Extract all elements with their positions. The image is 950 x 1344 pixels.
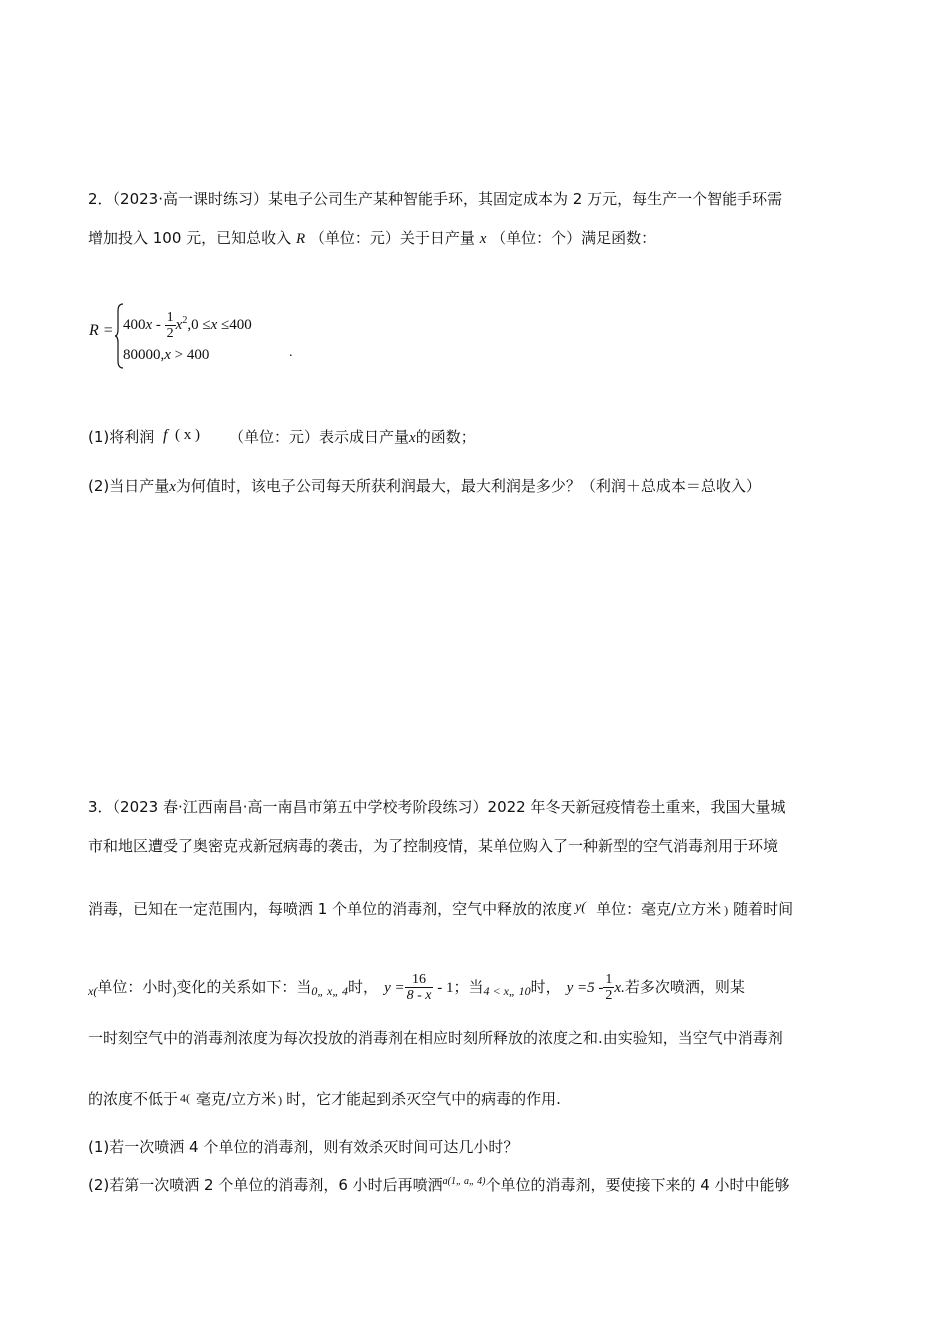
formula-case-2: 80000,x > 400 bbox=[123, 347, 210, 363]
var-x: x bbox=[479, 231, 487, 247]
q3-frac-1: $\frac{16}{8 - x}$ bbox=[406, 972, 432, 1003]
q2-line-2 bbox=[88, 228, 656, 249]
q3-line-3: 消毒，已知在一定范围内，每喷洒 1 个单位的消毒剂，空气中释放的浓度 y( 单位：毫克/立方米 ) 随着时间 bbox=[88, 900, 794, 918]
q2-line-1: 2．（2023·高一课时练习）某电子公司生产某种智能手环，其固定成本为 2 万元，每生产一个智能手环需 bbox=[88, 190, 783, 208]
var-R: R bbox=[295, 231, 306, 247]
q3-sub-1: (1)若一次喷洒 4 个单位的消毒剂，则有效杀灭时间可达几小时？ bbox=[88, 1138, 519, 1156]
q3-line-4: $_{x(}$单位：小时$_)$变化的关系如下：当$_{0„ x„ 4}$时， y = $\frac{16}{8 - x}$ - 1；当$_{4 < x„ 10}$时， y =5 - $\frac{1}{2}$ x.若多次喷洒，则某 bbox=[88, 972, 745, 1003]
q2-sub-2: (2)当日产量x为何值时，该电子公司每天所获利润最大，最大利润是多少？（利润＋总成本＝总收入） bbox=[88, 477, 761, 495]
formula-frac: $\frac{1}{2}$ bbox=[166, 310, 174, 342]
q3-line-2: 市和地区遭受了奥密克戎新冠病毒的袭击，为了控制疫情，某单位购入了一种新型的空气消毒剂用于环境 bbox=[88, 837, 779, 855]
q3-frac-2: $\frac{1}{2}$ bbox=[605, 972, 613, 1003]
formula-case-1: 400x - $\frac{1}{2}$ $x^2,0 \le x \le 400$ bbox=[123, 310, 252, 342]
formula-period: . bbox=[289, 345, 293, 360]
q3-line-6: 的浓度不低于 4( 毫克/立方米 ) 时，它才能起到杀灭空气中的病毒的作用. bbox=[88, 1090, 561, 1108]
formula-lhs: R = bbox=[89, 322, 114, 339]
q2-line-2-b: （单位：元）关于日产量 bbox=[309, 229, 475, 247]
q2-line-2-a: 增加投入 100 元，已知总收入 bbox=[88, 229, 292, 247]
q2-line-2-c: （单位：个）满足函数： bbox=[491, 229, 657, 247]
q3-line-1: 3．（2023 春·江西南昌·高一南昌市第五中学校考阶段练习）2022 年冬天新冠疫情卷土重来，我国大量城 bbox=[88, 798, 786, 816]
q3-sub-2: (2)若第一次喷洒 2 个单位的消毒剂，6 小时后再喷洒$^{a(1„ a„ 4)}$个单位的消毒剂，要使接下来的 4 小时中能够 bbox=[88, 1176, 790, 1194]
q3-line-5: 一时刻空气中的消毒剂浓度为每次投放的消毒剂在相应时刻所释放的浓度之和.由实验知，当空气中消毒剂 bbox=[88, 1029, 783, 1047]
q2-sub-1: (1)将利润 f ( x ) （单位：元）表示成日产量x的函数； bbox=[88, 427, 476, 446]
